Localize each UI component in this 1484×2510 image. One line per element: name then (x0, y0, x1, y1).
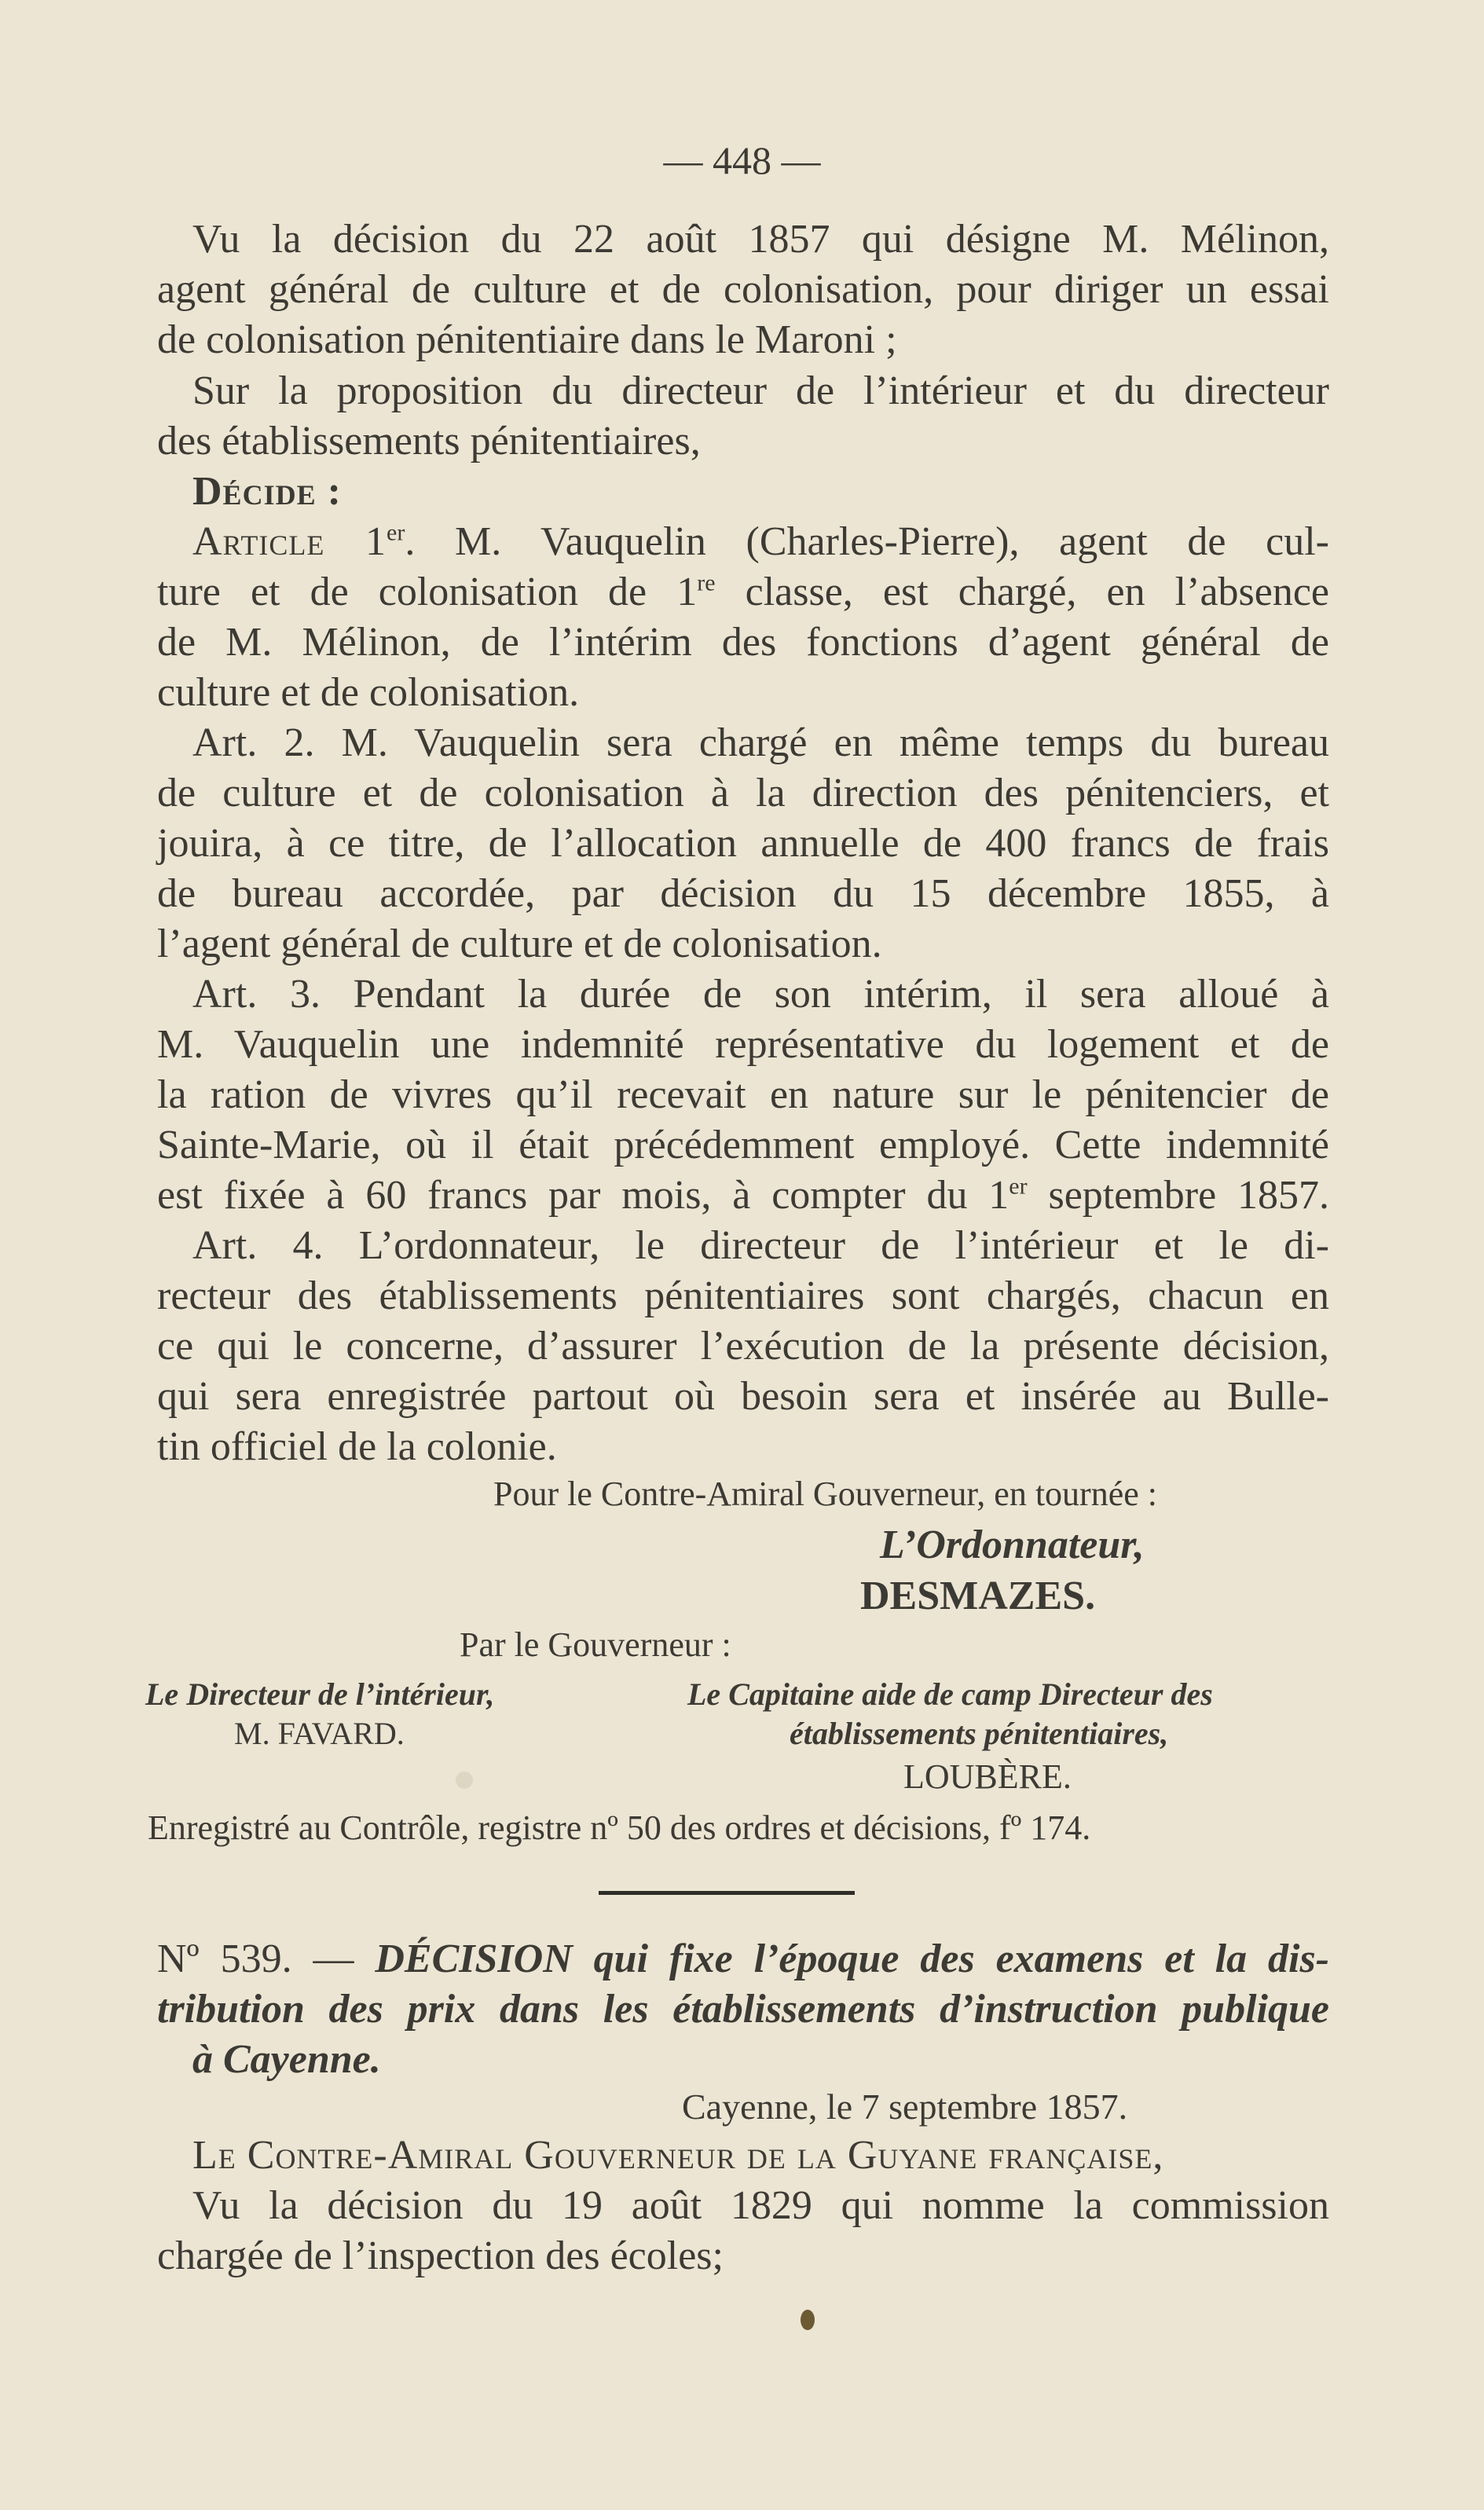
decision-title-line: à Cayenne. (192, 2037, 381, 2082)
superscript: re (697, 570, 716, 596)
signature-ordonnateur-name: DESMAZES. (860, 1574, 1096, 1618)
article-1-line: de M. Mélinon, de l’intérim des fonctions d’agent général de (157, 620, 1329, 665)
article-3-line (157, 1171, 1329, 1221)
decision-vu-line: Vu la décision du 19 août 1829 qui nomme la commission (192, 2183, 1329, 2228)
signature-right-title: établissements pénitentiaires, (790, 1716, 1169, 1751)
paper-stain (456, 1772, 473, 1789)
article-4-line: ce qui le concerne, d’assurer l’exécution de la présente décision, (157, 1324, 1329, 1369)
paragraph-line: Sur la proposition du directeur de l’intérieur et du directeur (192, 368, 1329, 413)
decision-date: Cayenne, le 7 septembre 1857. (682, 2087, 1128, 2127)
decision-title-line: tribution des prix dans les établissements d’instruction publique (157, 1987, 1329, 2032)
signature-right-title: Le Capitaine aide de camp Directeur des (687, 1676, 1213, 1712)
signature-left-name: M. FAVARD. (234, 1716, 405, 1751)
decision-header: Le Contre-Amiral Gouverneur de la Guyane française, (192, 2133, 1164, 2178)
article-1-line (157, 567, 1329, 617)
article-text: ture et de colonisation de 1 (157, 570, 698, 614)
page-number: — 448 — (663, 138, 821, 182)
article-1-line: culture et de colonisation. (157, 670, 580, 715)
decision-title: DÉCISION qui fixe l’époque des examens et la dis- (375, 1937, 1330, 1981)
signature-ordonnateur-title: L’Ordonnateur, (880, 1522, 1145, 1567)
article-2-line: Art. 2. M. Vauquelin sera chargé en même temps du bureau (192, 720, 1329, 765)
article-4-line: Art. 4. L’ordonnateur, le directeur de l’intérieur et le di- (192, 1223, 1329, 1268)
article-3-line: la ration de vivres qu’il recevait en nature sur le pénitencier de (157, 1072, 1329, 1117)
article-text: est fixée à 60 francs par mois, à compter du 1 (157, 1173, 1009, 1218)
paragraph-line: agent général de culture et de colonisation, pour diriger un essai (157, 267, 1329, 312)
decision-vu-line: chargée de l’inspection des écoles; (157, 2233, 724, 2278)
article-3-line: M. Vauquelin une indemnité représentative du logement et de (157, 1022, 1329, 1067)
decide-heading: Décide : (192, 469, 342, 514)
article-label: Article 1 (192, 519, 387, 564)
signature-right-name: LOUBÈRE. (903, 1757, 1072, 1796)
article-3-line: Art. 3. Pendant la durée de son intérim, il sera alloué à (192, 972, 1329, 1017)
article-1-line (192, 517, 1329, 567)
article-2-line: l’agent général de culture et de colonisation. (157, 922, 882, 966)
paragraph-line: de colonisation pénitentiaire dans le Maroni ; (157, 317, 897, 362)
decision-heading-line (157, 1934, 1329, 1984)
signature-par: Par le Gouverneur : (460, 1625, 731, 1664)
article-4-line: qui sera enregistrée partout où besoin sera et insérée au Bulle- (157, 1374, 1329, 1419)
signature-left-title: Le Directeur de l’intérieur, (145, 1676, 495, 1712)
decision-number: Nº 539. — (157, 1937, 354, 1981)
article-text: . M. Vauquelin (Charles-Pierre), agent de cul- (405, 519, 1330, 564)
article-2-line: jouira, à ce titre, de l’allocation annuelle de 400 francs de frais (157, 821, 1329, 866)
section-divider (599, 1891, 855, 1895)
registration-note: Enregistré au Contrôle, registre nº 50 des ordres et décisions, fº 174. (148, 1808, 1091, 1847)
article-2-line: de culture et de colonisation à la direction des pénitenciers, et (157, 771, 1329, 815)
superscript: er (1009, 1173, 1028, 1200)
article-text: septembre 1857. (1027, 1173, 1329, 1218)
ink-blot (801, 2310, 815, 2330)
superscript: er (387, 519, 405, 546)
article-2-line: de bureau accordée, par décision du 15 décembre 1855, à (157, 871, 1329, 916)
article-4-line: recteur des établissements pénitentiaires sont chargés, chacun en (157, 1273, 1329, 1318)
signature-pour: Pour le Contre-Amiral Gouverneur, en tournée : (493, 1475, 1157, 1513)
article-text: classe, est chargé, en l’absence (715, 570, 1329, 614)
paragraph-line: des établissements pénitentiaires, (157, 419, 701, 464)
article-3-line: Sainte-Marie, où il était précédemment employé. Cette indemnité (157, 1123, 1329, 1167)
article-4-line: tin officiel de la colonie. (157, 1424, 557, 1469)
paragraph-line: Vu la décision du 22 août 1857 qui désigne M. Mélinon, (192, 217, 1329, 262)
